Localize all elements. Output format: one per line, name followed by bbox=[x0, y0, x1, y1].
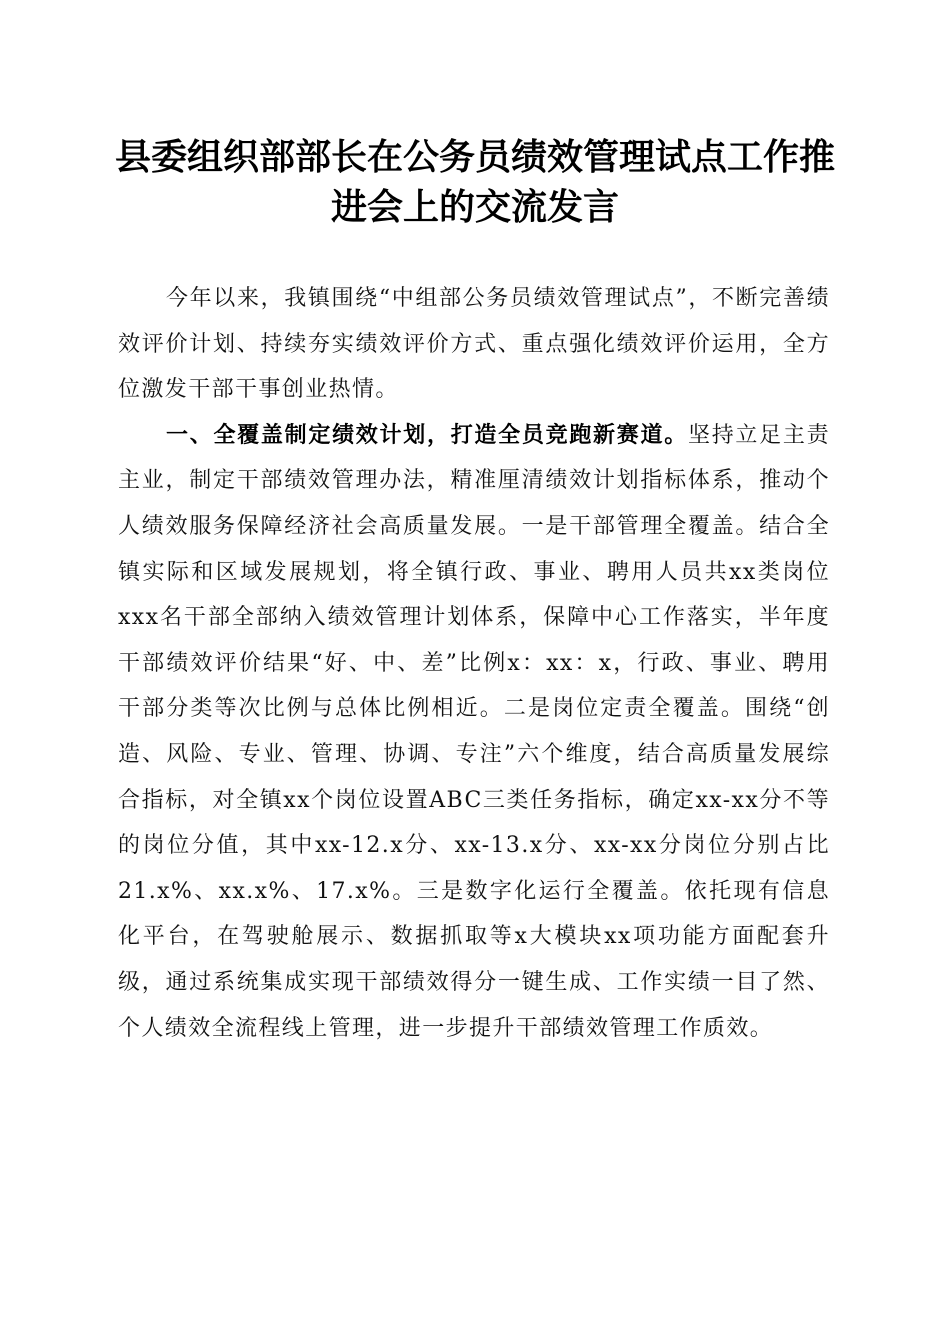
document-title bbox=[100, 132, 850, 232]
section-1-text: 坚持立足主责主业，制定干部绩效管理办法，精准厘清绩效计划指标体系，推动个人绩效服务保障经济社会高质量发展。一是干部管理全覆盖。结合全镇实际和区域发展规划，将全镇行政、事业、聘用人员共xx类岗位xxx名干部全部纳入绩效管理计划体系，保障中心工作落实，半年度干部绩效评价结果“好、中、差”比例x：xx：x，行政、事业、聘用干部分类等次比例与总体比例相近。二是岗位定责全覆盖。围绕“创造、风险、专业、管理、协调、专注”六个维度，结合高质量发展综合指标，对全镇xx个岗位设置ABC三类任务指标，确定xx-xx分不等的岗位分值，其中xx-12.x分、xx-13.x分、xx-xx分岗位分别占比21.x%、xx.x%、17.x%。三是数字化运行全覆盖。依托现有信息化平台，在驾驶舱展示、数据抓取等x大模块xx项功能方面配套升级，通过系统集成实现干部绩效得分一键生成、工作实绩一目了然、个人绩效全流程线上管理，进一步提升干部绩效管理工作质效。 bbox=[118, 422, 830, 1041]
section-1-heading: 一、全覆盖制定绩效计划，打造全员竞跑新赛道。 bbox=[166, 422, 688, 448]
intro-paragraph bbox=[118, 276, 830, 413]
intro-paragraph-text: 今年以来，我镇围绕“中组部公务员绩效管理试点”，不断完善绩效评价计划、持续夯实绩效评价方式、重点强化绩效评价运用，全方位激发干部干事创业热情。 bbox=[118, 286, 830, 403]
section-1-paragraph bbox=[118, 413, 830, 1051]
document-title-line-1: 县委组织部部长在公务员绩效管理试点工作推 bbox=[114, 136, 835, 178]
document-title-line-2: 进会上的交流发言 bbox=[330, 186, 619, 228]
document-body bbox=[118, 276, 830, 1051]
